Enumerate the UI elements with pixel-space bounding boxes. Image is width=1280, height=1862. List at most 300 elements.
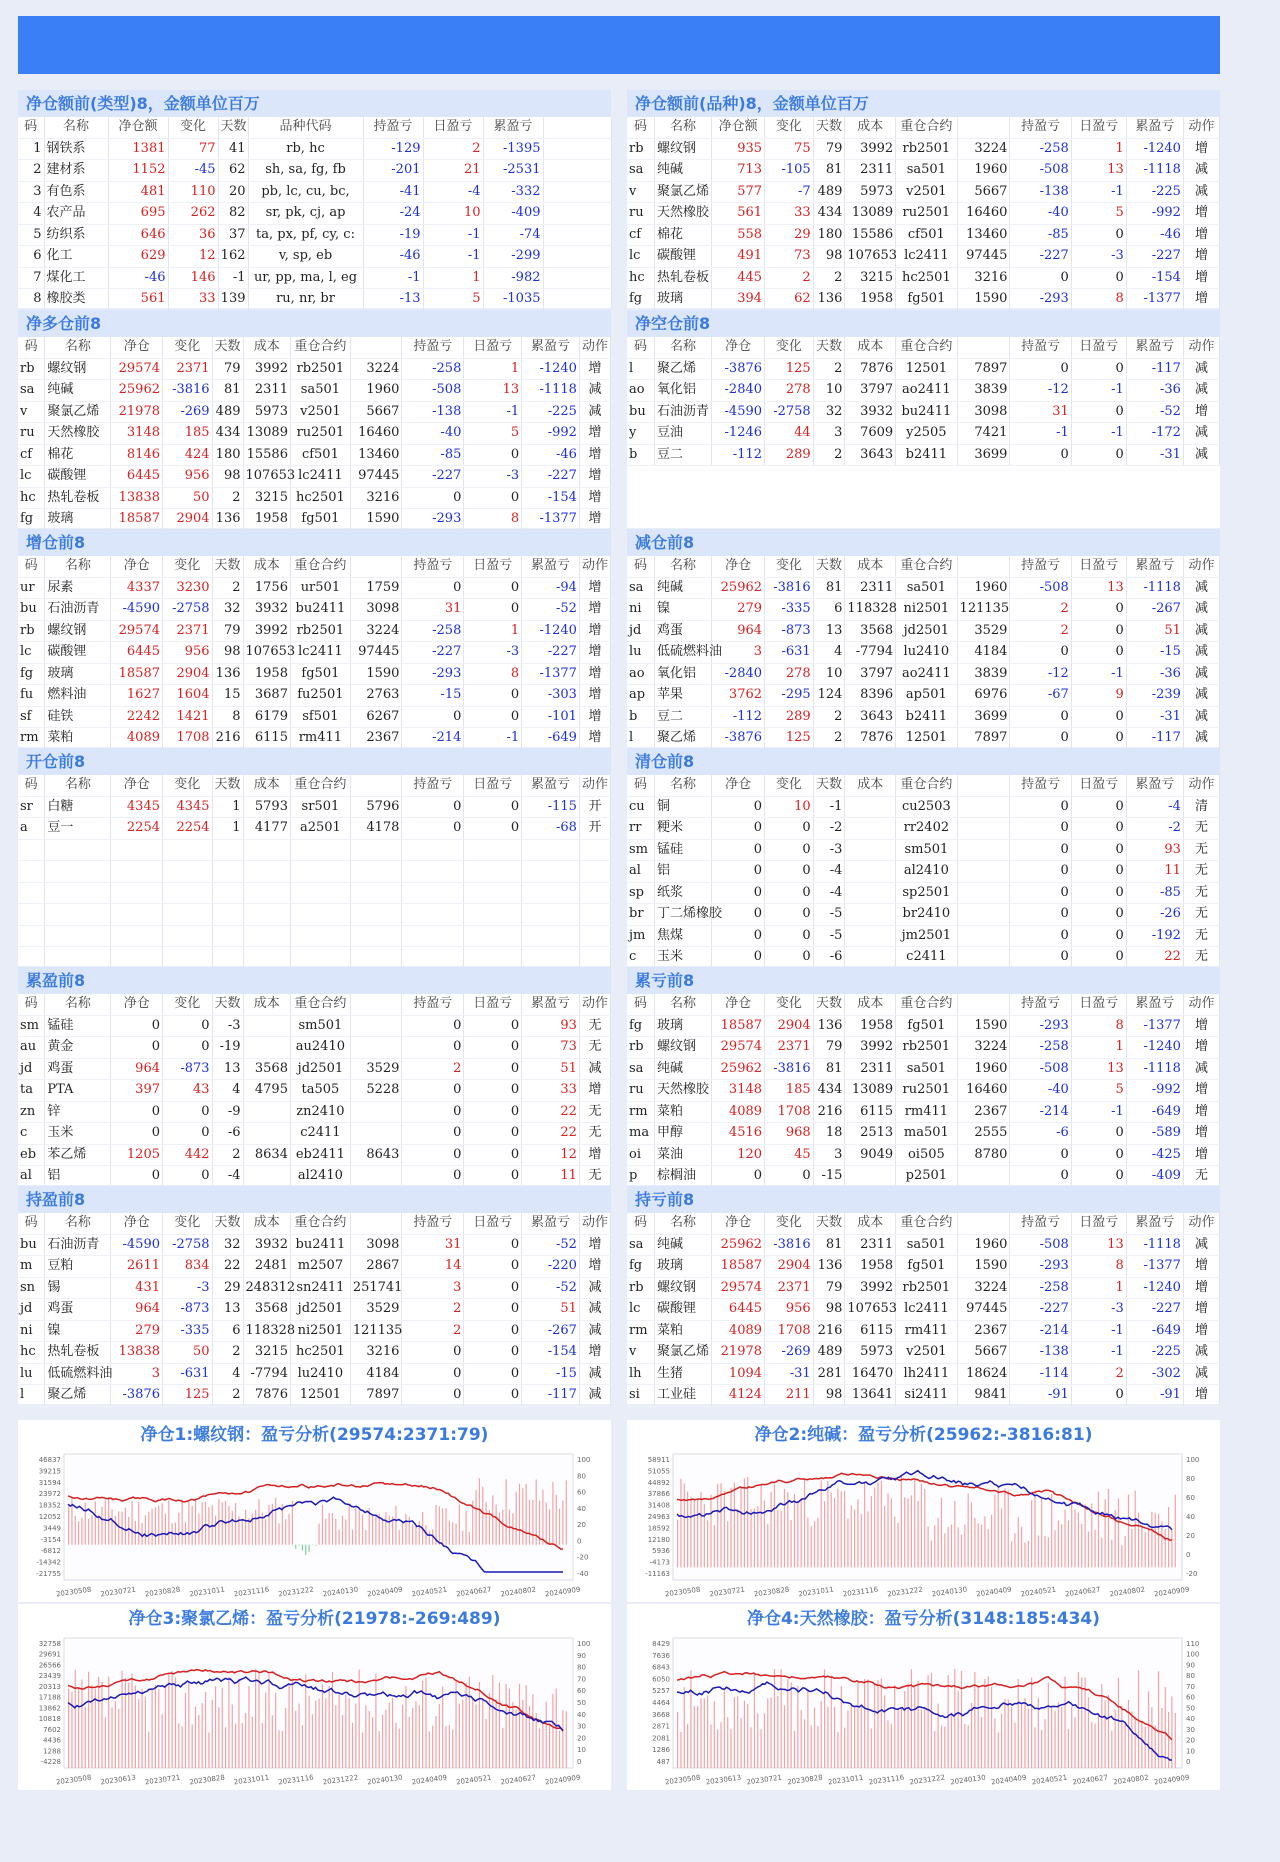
table-cell: a [18, 818, 45, 840]
table-cell: 7876 [845, 728, 896, 750]
table-cell: 有色系 [44, 181, 108, 203]
table-cell: 减 [1183, 620, 1219, 642]
table-cell: 18587 [111, 509, 163, 531]
y-left-tick-label: 7602 [43, 1725, 61, 1734]
table-cell [111, 882, 163, 904]
column-header [350, 1213, 402, 1234]
volume-bar [807, 1518, 808, 1568]
volume-bar [345, 1694, 346, 1768]
volume-bar [125, 1508, 126, 1545]
volume-bar [787, 1679, 788, 1768]
table-cell: 4345 [163, 796, 213, 818]
table-cell: ni [18, 1320, 45, 1342]
column-header: 日盈亏 [464, 1213, 522, 1234]
table-cell [543, 224, 611, 246]
volume-bar [1011, 1707, 1012, 1768]
column-header: 累盈亏 [522, 775, 580, 796]
column-header [543, 117, 611, 138]
table-cell [579, 861, 610, 883]
table-cell: 增 [1183, 203, 1219, 225]
volume-bar [1145, 1532, 1146, 1567]
volume-bar [308, 1545, 309, 1552]
table-cell [522, 925, 580, 947]
table-cell: ru2501 [896, 203, 957, 225]
volume-bar [877, 1680, 878, 1768]
table-cell: 956 [765, 1299, 814, 1321]
volume-bar [1074, 1717, 1075, 1768]
table-cell: 0 [464, 1277, 522, 1299]
y-right-tick-label: 10 [577, 1746, 586, 1755]
volume-bar [395, 1723, 396, 1768]
y-left-tick-label: 3449 [43, 1524, 61, 1533]
table-cell: 3 [813, 1144, 845, 1166]
table-cell: -293 [402, 663, 464, 685]
table-cell: 减 [1183, 599, 1219, 621]
table-cell: 1381 [108, 138, 168, 160]
table-cell: lc2411 [896, 1299, 957, 1321]
table-cell: -1377 [1126, 289, 1183, 311]
table-cell: 36 [168, 224, 218, 246]
table-row [18, 882, 611, 904]
table-cell: lh [627, 1363, 655, 1385]
y-left-tick-label: 12052 [38, 1513, 61, 1521]
table-cell: lu [18, 1363, 45, 1385]
volume-bar [292, 1501, 293, 1545]
volume-bar [95, 1689, 96, 1768]
volume-bar [854, 1509, 855, 1567]
table-cell: 0 [111, 1166, 163, 1188]
table-cell: 0 [163, 1015, 213, 1037]
volume-bar [1175, 1713, 1176, 1768]
table-cell: -1 [464, 401, 522, 423]
table-cell: -227 [522, 466, 580, 488]
table-cell [350, 1166, 402, 1188]
table-cell: -409 [1126, 1166, 1183, 1188]
volume-bar [158, 1506, 159, 1545]
table-header-row [627, 1213, 1220, 1234]
table-cell: 增 [579, 706, 610, 728]
table-cell: 生猪 [655, 1363, 712, 1385]
volume-bar [861, 1514, 862, 1567]
table-cell: 79 [212, 358, 243, 380]
table-row [18, 1101, 611, 1123]
table-cell: 97445 [957, 246, 1010, 268]
table-cell: 0 [1010, 904, 1071, 926]
volume-bar [961, 1671, 962, 1768]
table-cell: 97445 [957, 1299, 1010, 1321]
volume-bar [1031, 1677, 1032, 1768]
table-cell: 10 [813, 380, 845, 402]
table-cell: -3816 [765, 1058, 814, 1080]
volume-bar [198, 1514, 199, 1545]
volume-bar [442, 1686, 443, 1768]
table-cell: 834 [163, 1256, 213, 1278]
table-cell: sp [627, 882, 655, 904]
volume-bar [948, 1527, 949, 1568]
volume-bar [1054, 1711, 1055, 1768]
table-cell: 增 [1183, 138, 1219, 160]
volume-bar [496, 1504, 497, 1544]
table-cell: -105 [765, 160, 814, 182]
volume-bar [192, 1725, 193, 1768]
volume-bar [1105, 1499, 1106, 1567]
volume-bar [81, 1518, 82, 1545]
volume-bar [319, 1699, 320, 1768]
table-cell: 0 [402, 796, 464, 818]
table-cell: 0 [402, 1123, 464, 1145]
chart-svg [18, 1634, 611, 1790]
table-cell: 减 [1183, 663, 1219, 685]
volume-bar [1141, 1721, 1142, 1768]
table-cell: -6 [1010, 1123, 1071, 1145]
volume-bar [1078, 1512, 1079, 1567]
table-cell: -227 [402, 466, 464, 488]
table-cell [464, 904, 522, 926]
table-cell: 25962 [111, 380, 163, 402]
table-cell: 棉花 [655, 224, 712, 246]
table-cell: -112 [712, 444, 765, 466]
volume-bar [704, 1698, 705, 1768]
table-header-row [627, 337, 1220, 358]
volume-bar [1091, 1722, 1092, 1768]
table-cell [111, 839, 163, 861]
table-cell [543, 246, 611, 268]
table-cell: 开 [579, 818, 610, 840]
table-row [627, 861, 1220, 883]
table-cell [402, 904, 464, 926]
volume-bar [817, 1726, 818, 1768]
table-row [627, 796, 1220, 818]
column-header: 码 [627, 775, 655, 796]
column-header: 净仓 [111, 337, 163, 358]
table-cell: 碳酸锂 [45, 642, 111, 664]
table-cell: -9 [212, 1101, 243, 1123]
volume-bar [295, 1711, 296, 1768]
column-header: 动作 [579, 994, 610, 1015]
table-cell: 低硫燃料油 [45, 1363, 111, 1385]
volume-bar [734, 1697, 735, 1768]
column-header [957, 1213, 1010, 1234]
table-cell: 0 [765, 839, 814, 861]
y-right-tick-label: 50 [1186, 1704, 1195, 1713]
table-cell: -1 [1071, 1342, 1126, 1364]
volume-bar [125, 1678, 126, 1768]
chart-panel-3 [18, 1604, 611, 1790]
column-header: 天数 [813, 337, 845, 358]
volume-bar [881, 1679, 882, 1768]
column-header: 重仓合约 [290, 337, 350, 358]
table-row [627, 1166, 1220, 1188]
y-left-tick-label: 7636 [652, 1651, 670, 1660]
table-cell [579, 904, 610, 926]
volume-bar [559, 1509, 560, 1545]
table-cell: 增 [579, 1256, 610, 1278]
volume-bar [215, 1516, 216, 1545]
volume-bar [794, 1494, 795, 1567]
table-row [18, 663, 611, 685]
y-left-tick-label: 23439 [38, 1672, 61, 1681]
column-header: 重仓合约 [896, 337, 957, 358]
column-header: 码 [627, 1213, 655, 1234]
table-cell: 3699 [957, 444, 1010, 466]
table-row [627, 642, 1220, 664]
table-cell [18, 882, 45, 904]
table-cell: 增 [1183, 1037, 1219, 1059]
table-cell: 0 [1071, 904, 1126, 926]
table-row [18, 289, 611, 311]
volume-bar [941, 1726, 942, 1768]
table-cell: 无 [1183, 818, 1219, 840]
table-row [627, 925, 1220, 947]
volume-bar [375, 1673, 376, 1768]
volume-bar [1091, 1503, 1092, 1567]
table-cell [18, 947, 45, 969]
volume-bar [700, 1698, 701, 1768]
x-tick-label: 20240802 [500, 1585, 537, 1599]
table-cell: -40 [402, 423, 464, 445]
column-header [350, 775, 402, 796]
y-right-tick-label: 70 [577, 1675, 586, 1684]
table-cell: hc2501 [290, 487, 350, 509]
volume-bar [1118, 1498, 1119, 1567]
volume-bar [395, 1506, 396, 1545]
table-cell: lc [18, 466, 45, 488]
volume-bar [744, 1701, 745, 1768]
table-cell [45, 904, 111, 926]
table-cell: 0 [1071, 947, 1126, 969]
table-cell: 3992 [845, 1277, 896, 1299]
volume-bar [1135, 1491, 1136, 1568]
table-cell: 0 [464, 1166, 522, 1188]
volume-bar [479, 1478, 480, 1544]
volume-bar [459, 1703, 460, 1768]
table-cell: 镍 [655, 599, 712, 621]
table-cell: c [627, 947, 655, 969]
table-cell: 18587 [111, 663, 163, 685]
y-right-tick-label: 80 [1186, 1672, 1195, 1681]
volume-bar [111, 1708, 112, 1768]
table-cell: -138 [402, 401, 464, 423]
table-cell: 3216 [957, 267, 1010, 289]
column-header: 净仓 [111, 556, 163, 577]
table-cell: 107653 [845, 246, 896, 268]
table-cell: 37 [218, 224, 248, 246]
table-cell: 558 [712, 224, 765, 246]
table-cell: 0 [1010, 1166, 1071, 1188]
volume-bar [85, 1503, 86, 1545]
table-cell: 2254 [163, 818, 213, 840]
table-cell [243, 1037, 290, 1059]
table-cell: 2 [18, 160, 44, 182]
table-cell: b [627, 706, 655, 728]
table-cell: 8 [464, 663, 522, 685]
volume-bar [834, 1498, 835, 1567]
volume-bar [1018, 1517, 1019, 1567]
volume-bar [894, 1517, 895, 1568]
column-header: 码 [627, 337, 655, 358]
table-cell: 185 [765, 1080, 814, 1102]
y-right-tick-label: 100 [577, 1456, 591, 1464]
table-cell: 125 [765, 728, 814, 750]
y-right-tick-label: 80 [1186, 1475, 1195, 1483]
table-cell: -3 [212, 1015, 243, 1037]
volume-bar [225, 1727, 226, 1768]
volume-bar [1155, 1725, 1156, 1768]
table-cell: 216 [813, 1101, 845, 1123]
volume-bar [824, 1670, 825, 1768]
table-cell: 489 [813, 1342, 845, 1364]
column-header: 变化 [765, 337, 814, 358]
volume-bar [315, 1701, 316, 1768]
table-cell: 减 [1183, 642, 1219, 664]
table-cell: sr501 [290, 796, 350, 818]
volume-bar [894, 1685, 895, 1768]
column-header: 持盈亏 [1010, 775, 1071, 796]
volume-bar [1011, 1541, 1012, 1567]
table-cell: 建材系 [44, 160, 108, 182]
volume-bar [814, 1521, 815, 1567]
table-cell: 2867 [350, 1256, 402, 1278]
x-tick-label: 20230721 [99, 1585, 137, 1599]
column-header: 日盈亏 [464, 775, 522, 796]
table-cell: 3529 [350, 1299, 402, 1321]
data-table [18, 556, 611, 750]
table-cell: 减 [579, 1385, 610, 1407]
column-header: 持盈亏 [363, 117, 423, 138]
column-header: 名称 [45, 337, 111, 358]
column-header: 持盈亏 [1010, 337, 1071, 358]
volume-bar [1095, 1530, 1096, 1568]
table-cell: 12501 [896, 728, 957, 750]
table-cell: 21 [423, 160, 483, 182]
column-header: 累盈亏 [1126, 556, 1183, 577]
table-cell: -31 [1126, 444, 1183, 466]
table-cell: 81 [813, 1234, 845, 1256]
table-cell: 13641 [845, 1385, 896, 1407]
table-cell: 125 [163, 1385, 213, 1407]
volume-bar [162, 1714, 163, 1768]
table-cell: 5 [464, 423, 522, 445]
volume-bar [1108, 1695, 1109, 1768]
volume-bar [235, 1503, 236, 1545]
table-cell: l [627, 358, 655, 380]
volume-bar [332, 1672, 333, 1768]
table-row [18, 181, 611, 203]
volume-bar [332, 1513, 333, 1545]
volume-bar [817, 1518, 818, 1568]
volume-bar [362, 1733, 363, 1768]
table-header-row [18, 994, 611, 1015]
column-header: 日盈亏 [1071, 337, 1126, 358]
table-cell: 45 [765, 1144, 814, 1166]
table-cell: 0 [765, 947, 814, 969]
volume-bar [968, 1494, 969, 1568]
volume-bar [248, 1686, 249, 1768]
volume-bar [232, 1704, 233, 1768]
column-header: 净仓 [712, 775, 765, 796]
table-cell: jd2501 [896, 620, 957, 642]
table-cell: 6115 [845, 1320, 896, 1342]
table-cell: lu2410 [290, 1363, 350, 1385]
table-cell: 8 [212, 706, 243, 728]
x-tick-label: 20240627 [500, 1773, 537, 1787]
table-cell: 锡 [45, 1277, 111, 1299]
table-cell: 棉花 [45, 444, 111, 466]
table-cell: sf [18, 706, 45, 728]
volume-bar [445, 1508, 446, 1544]
table-cell: 9 [1071, 685, 1126, 707]
table-cell: 21978 [712, 1342, 765, 1364]
volume-bar [1081, 1524, 1082, 1568]
volume-bar [145, 1515, 146, 1544]
table-cell: 216 [212, 728, 243, 750]
volume-bar [115, 1701, 116, 1768]
table-cell [290, 882, 350, 904]
table-cell [212, 904, 243, 926]
column-header: 成本 [845, 337, 896, 358]
table-cell: 0 [712, 818, 765, 840]
table-cell: rm411 [896, 1101, 957, 1123]
volume-bar [486, 1502, 487, 1544]
table-cell: -5 [813, 904, 845, 926]
table-cell: 无 [579, 1015, 610, 1037]
table-cell: 1708 [765, 1320, 814, 1342]
volume-bar [1171, 1696, 1172, 1768]
volume-bar [964, 1724, 965, 1768]
table-cell: 3230 [163, 577, 213, 599]
column-header: 名称 [655, 775, 712, 796]
volume-bar [379, 1731, 380, 1768]
table-cell: 7421 [957, 423, 1010, 445]
volume-bar [242, 1518, 243, 1544]
table-cell: 73 [765, 246, 814, 268]
table-cell: 减 [1183, 728, 1219, 750]
table-cell: 聚氯乙烯 [45, 401, 111, 423]
table-cell: 279 [111, 1320, 163, 1342]
volume-bar [75, 1516, 76, 1545]
table-cell: -1 [1071, 380, 1126, 402]
x-tick-label: 20231116 [868, 1773, 905, 1787]
table-cell: ru [627, 1080, 655, 1102]
table-cell: -91 [1126, 1385, 1183, 1407]
volume-bar [162, 1503, 163, 1544]
x-tick-label: 20231011 [797, 1585, 835, 1599]
volume-bar [71, 1692, 72, 1768]
table-cell: 工业硅 [655, 1385, 712, 1407]
table-cell: 98 [212, 466, 243, 488]
volume-bar [720, 1722, 721, 1768]
table-row [627, 706, 1220, 728]
table-cell: 98 [813, 1299, 845, 1321]
table-cell: -227 [1126, 1299, 1183, 1321]
table-cell: 1960 [350, 380, 402, 402]
table-cell: 增 [1183, 246, 1219, 268]
volume-bar [552, 1482, 553, 1545]
table-cell: 33 [765, 203, 814, 225]
table-cell: 无 [1183, 839, 1219, 861]
table-row [627, 423, 1220, 445]
volume-bar [532, 1500, 533, 1545]
data-table [18, 1213, 611, 1407]
volume-bar [704, 1504, 705, 1567]
table-cell: 碳酸锂 [45, 466, 111, 488]
volume-bar [1064, 1510, 1065, 1568]
volume-bar [841, 1491, 842, 1567]
table-cell: 焦煤 [655, 925, 712, 947]
table-cell: 11 [522, 1166, 580, 1188]
volume-bar [944, 1533, 945, 1567]
column-header: 成本 [243, 994, 290, 1015]
